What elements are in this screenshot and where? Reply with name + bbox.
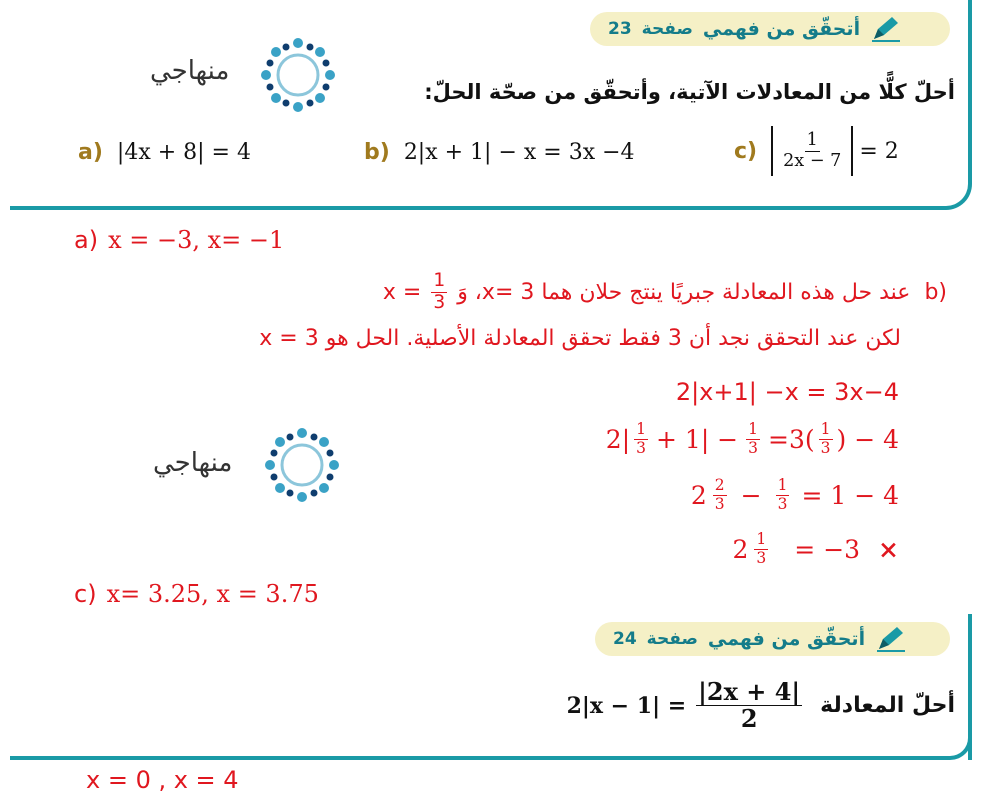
section2-fraction bbox=[696, 677, 802, 733]
problem-b bbox=[364, 140, 635, 165]
check-line2: 2| $\frac{1}{3}$ + 1| − $\frac{1}{3}$ =3( $\frac{1}{3}$ ) − 4 bbox=[605, 420, 899, 457]
problem-c-label: c) bbox=[734, 138, 758, 164]
check-line3: 2 $\frac{2}{3}$ − $\frac{1}{3}$ = 1 − 4 bbox=[690, 476, 899, 513]
logo-text: منهاجي bbox=[150, 56, 230, 86]
logo-text: منهاجي bbox=[153, 448, 233, 478]
pencil-icon bbox=[870, 15, 902, 43]
problem-a-expr: |4x + 8| = 4 bbox=[116, 140, 251, 165]
section1-instruction: أحلّ كلًّا من المعادلات الآتية، وأتحقّق من صحّة الحلّ: bbox=[424, 80, 955, 104]
answer-a-label: a) bbox=[74, 226, 99, 254]
problem-a-label: a) bbox=[78, 140, 103, 165]
answer-b-x: x = bbox=[382, 279, 422, 305]
answer2: x = 0 , x = 4 bbox=[86, 766, 239, 794]
section2-header-pill bbox=[595, 622, 950, 656]
answer-a bbox=[74, 226, 284, 254]
check-line4: 2 $\frac{1}{3}$ = −3 × bbox=[732, 530, 899, 567]
manahaji-logo-icon bbox=[262, 425, 342, 505]
answer-b-text: عند حل هذه المعادلة جبريًا ينتج حلان هما 3 =x، وَ bbox=[457, 279, 911, 305]
section1-header-label: أتحقّق من فهمي bbox=[702, 18, 861, 40]
problem-a bbox=[78, 140, 251, 165]
problem-c-den: 2x − 7 bbox=[783, 150, 842, 171]
answer-b-line1 bbox=[383, 272, 947, 312]
problem-b-label: b) bbox=[364, 140, 390, 165]
section1-header-pill bbox=[590, 12, 950, 46]
answer-c-text: x= 3.25, x = 3.75 bbox=[106, 580, 319, 608]
answer-c-label: c) bbox=[74, 580, 97, 608]
section2-instruction: أحلّ المعادلة bbox=[820, 693, 955, 718]
problem-b-expr: 2|x + 1| − x = 3x −4 bbox=[403, 140, 635, 165]
section2-page-number: 24 bbox=[613, 629, 637, 649]
section2-num: |2x + 4| bbox=[698, 677, 801, 706]
problem-c-rhs: = 2 bbox=[859, 138, 899, 164]
section1-page-label: صفحة bbox=[641, 19, 693, 39]
problem-c bbox=[734, 126, 899, 176]
section2-header-label: أتحقّق من فهمي bbox=[707, 628, 866, 650]
section2-bottom-rule bbox=[10, 738, 972, 760]
answer-b-line2: لكن عند التحقق نجد أن 3 فقط تحقق المعادلة الأصلية. الحل هو 3 = x bbox=[259, 326, 901, 351]
check-line1: 2|x+1| −x = 3x−4 bbox=[675, 378, 899, 406]
manahaji-logo-icon bbox=[258, 35, 338, 115]
answer-c bbox=[74, 580, 319, 608]
section2-den: 2 bbox=[740, 704, 758, 733]
cross-mark-icon: × bbox=[878, 534, 899, 564]
answer-a-text: x = −3, x= −1 bbox=[108, 226, 285, 254]
answer-b-label: b) bbox=[924, 279, 947, 305]
section2-lhs: 2|x − 1| = bbox=[566, 692, 687, 719]
section1-page-number: 23 bbox=[608, 19, 632, 39]
pencil-icon bbox=[875, 625, 907, 653]
problem-c-fraction bbox=[781, 129, 843, 171]
problem-c-num: 1 bbox=[806, 129, 818, 150]
answer-b-fraction: $\frac{1}{3}$ bbox=[433, 270, 446, 313]
section2-problem bbox=[566, 677, 955, 733]
section2-page-label: صفحة bbox=[646, 629, 698, 649]
